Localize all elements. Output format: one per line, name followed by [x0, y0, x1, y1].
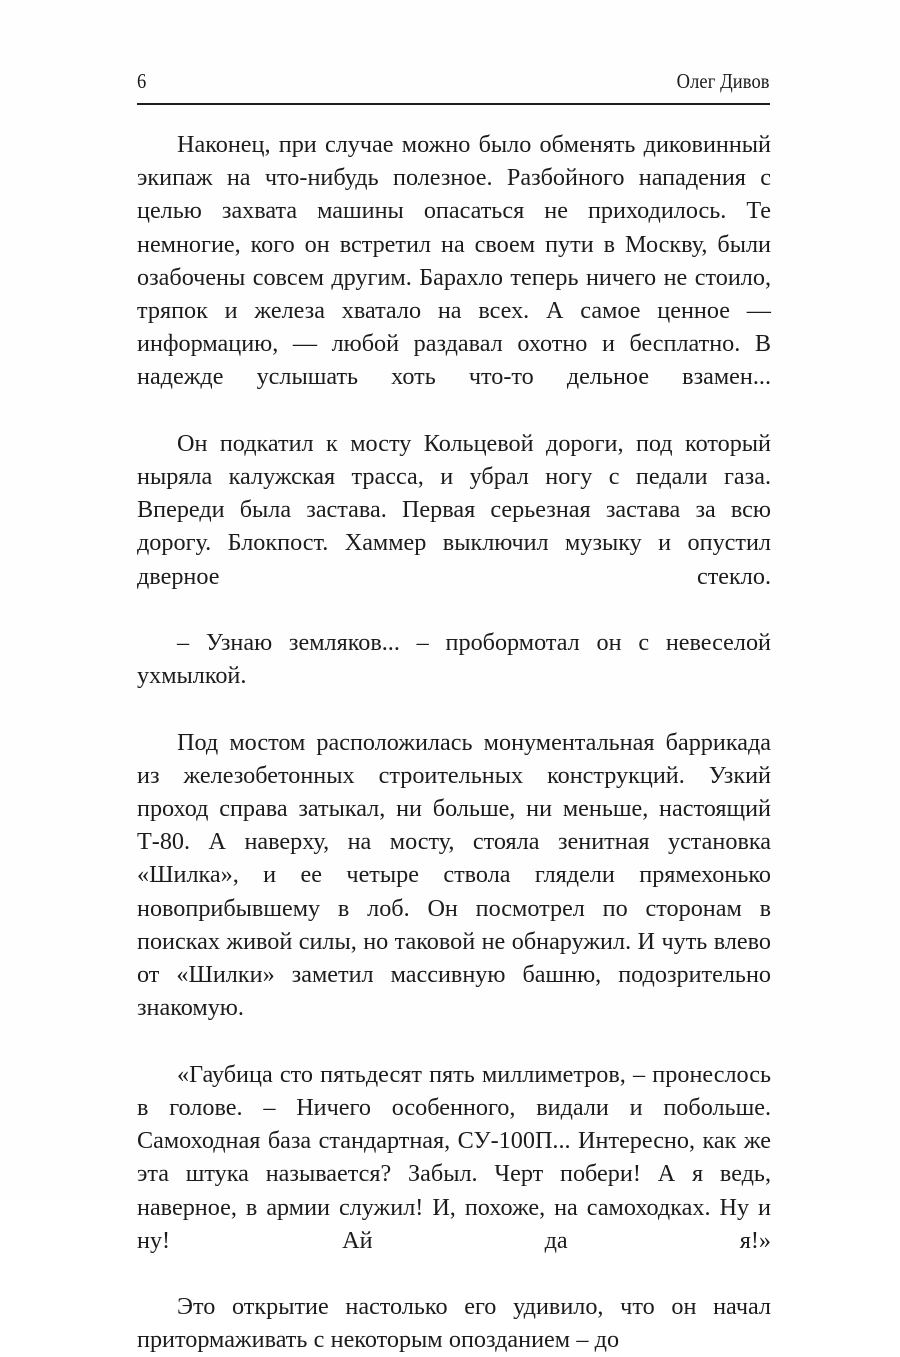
- paragraph: Наконец, при случае можно было обменять диковинный экипаж на что-нибудь полезное. Разбойного нападения с целью захвата машины опасаться не приходилось. Те немногие, кого он встретил на своем пути в Москву, были озабочены совсем другим. Барахло теперь ничего не стоило, тряпок и железа хватало на всех. А самое ценное — информацию, — любой раздавал охотно и бесплатно. В надежде услышать хоть что-то дельное взамен...: [137, 131, 771, 391]
- paragraph-quoted-thought: «Гаубица сто пятьдесят пять миллиметров, – пронеслось в голове. – Ничего особенного, видали и побольше. Самоходная база стандартная, СУ-100П... Интересно, как же эта штука называется? Забыл. Черт побери! А я ведь, наверное, в армии служил! И, похоже, на самоходках. Ну и ну! Ай да я!»: [137, 1060, 771, 1254]
- page-number: 6: [137, 69, 147, 93]
- paragraph: Под мостом расположилась монументальная баррикада из железобетонных строительных конструкций. Узкий проход справа затыкал, ни больше, ни меньше, настоящий Т-80. А наверху, на мосту, стояла зенитная установка «Шилка», и ее четыре ствола глядели прямехонько новоприбывшему в лоб. Он посмотрел по сторонам в поисках живой силы, но таковой не обнаружил. И чуть влево от «Шилки» заметил массивную башню, подозрительно знакомую.: [137, 728, 771, 1022]
- paragraph: Это открытие настолько его удивило, что он начал притормаживать с некоторым опозданием – до: [137, 1293, 771, 1354]
- paragraph: Он подкатил к мосту Кольцевой дороги, под который ныряла калужская трасса, и убрал ногу с педали газа. Впереди была застава. Первая серьезная застава за всю дорогу. Блокпост. Хаммер выключил музыку и опустил дверное стекло.: [137, 429, 771, 590]
- header-divider: [137, 103, 770, 105]
- paragraph-dialogue: – Узнаю земляков... – пробормотал он с невеселой ухмылкой.: [137, 629, 771, 690]
- running-head: [137, 68, 770, 94]
- author-name: Олег Дивов: [677, 69, 770, 93]
- body-text: [137, 128, 771, 1357]
